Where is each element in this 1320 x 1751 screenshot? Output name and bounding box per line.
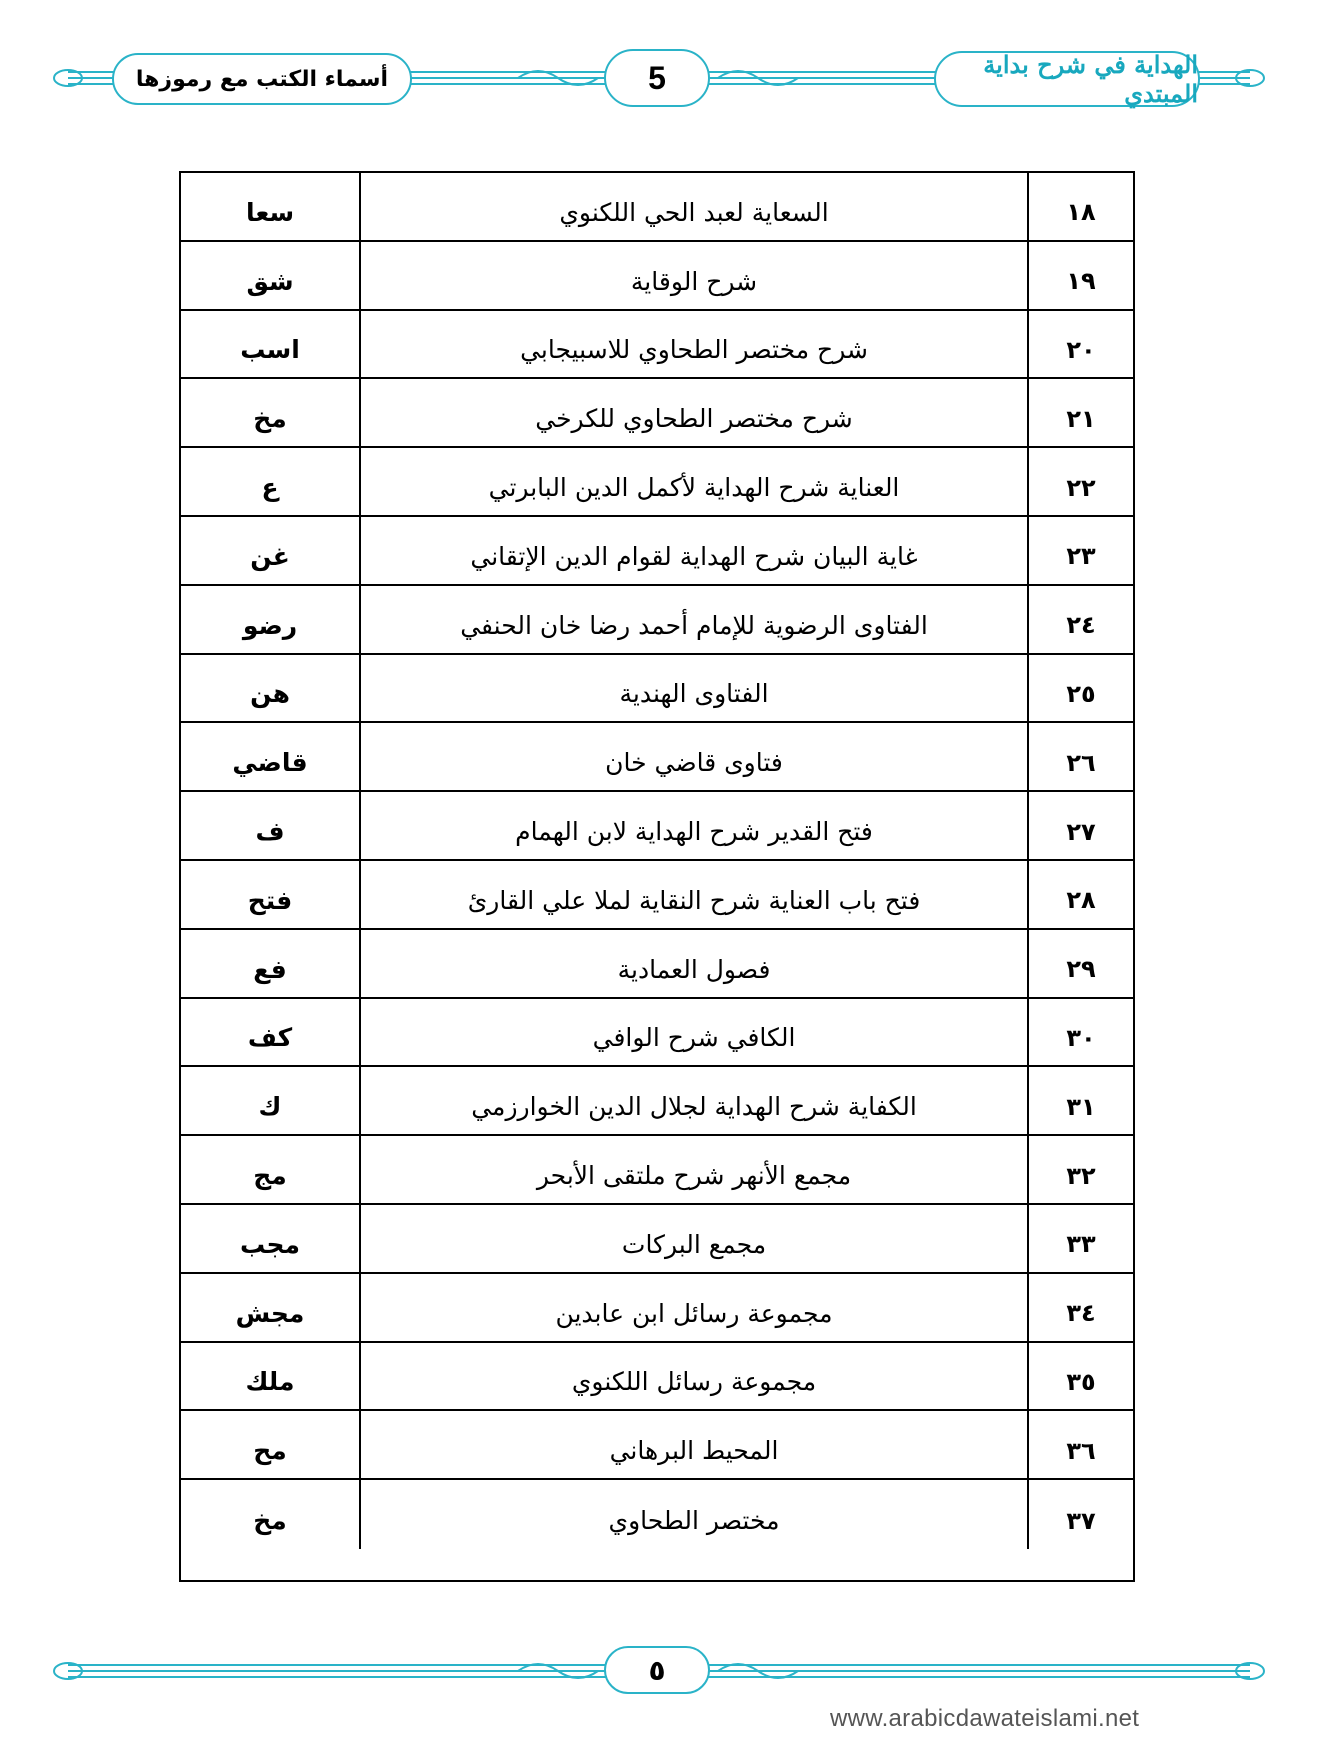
abbreviation-cell: مجش [181, 1274, 361, 1341]
book-title-cell: فصول العمادية [361, 930, 1029, 997]
abbreviation-cell: كف [181, 999, 361, 1066]
abbreviation-cell: اسب [181, 311, 361, 378]
row-number-cell: ٢٤ [1066, 611, 1096, 640]
table-row [181, 1067, 1133, 1136]
table-row [181, 861, 1133, 930]
abbreviation-cell: ملك [181, 1343, 361, 1410]
book-title-cell: مجموعة رسائل اللكنوي [361, 1343, 1029, 1410]
table-row [181, 1411, 1133, 1480]
row-number-cell: ٣١ [1066, 1092, 1096, 1121]
abbreviation-cell: ع [181, 448, 361, 515]
row-number-cell: ٢٦ [1066, 748, 1096, 777]
table-row [181, 311, 1133, 380]
book-title-cell: الفتاوى الهندية [361, 655, 1029, 722]
abbreviation-cell: ف [181, 792, 361, 859]
book-title-cell: مجمع الأنهر شرح ملتقى الأبحر [361, 1136, 1029, 1203]
book-title-cell: شرح الوقاية [361, 242, 1029, 309]
row-number-cell: ١٨ [1066, 198, 1096, 227]
book-title-cell: مجموعة رسائل ابن عابدين [361, 1274, 1029, 1341]
abbreviation-cell: فتح [181, 861, 361, 928]
table-row [181, 723, 1133, 792]
book-title-cell: فتح باب العناية شرح النقاية لملا علي القارئ [361, 861, 1029, 928]
book-title-cell: شرح مختصر الطحاوي للاسبيجابي [361, 311, 1029, 378]
row-number-cell: ٣٥ [1066, 1367, 1096, 1396]
book-title-cell: فتاوى قاضي خان [361, 723, 1029, 790]
table-row [181, 586, 1133, 655]
table-row [181, 448, 1133, 517]
table-row [181, 655, 1133, 724]
abbreviation-cell: سعا [181, 173, 361, 240]
table-row [181, 1136, 1133, 1205]
page-footer [48, 1646, 1270, 1696]
section-title: أسماء الكتب مع رموزها [112, 53, 412, 105]
row-number-cell: ٢١ [1066, 404, 1096, 433]
abbreviation-cell: رضو [181, 586, 361, 653]
book-title-cell: مجمع البركات [361, 1205, 1029, 1272]
abbreviation-cell: قاضي [181, 723, 361, 790]
abbreviation-cell: مجب [181, 1205, 361, 1272]
page-header [48, 45, 1270, 111]
book-abbreviations-table [179, 171, 1135, 1582]
row-number-cell: ٣٢ [1066, 1161, 1096, 1190]
row-number-cell: ٢٨ [1066, 886, 1096, 915]
book-title-cell: مختصر الطحاوي [361, 1480, 1029, 1549]
book-title: الهداية في شرح بداية المبتدي [934, 51, 1200, 107]
row-number-cell: ٢٢ [1066, 473, 1096, 502]
row-number-cell: ٢٧ [1066, 817, 1096, 846]
abbreviation-cell: فع [181, 930, 361, 997]
footer-page-number: ٥ [604, 1646, 710, 1694]
abbreviation-cell: مخ [181, 379, 361, 446]
abbreviation-cell: غن [181, 517, 361, 584]
abbreviation-cell: مح [181, 1411, 361, 1478]
table-row [181, 379, 1133, 448]
book-title-cell: فتح القدير شرح الهداية لابن الهمام [361, 792, 1029, 859]
abbreviation-cell: مخ [181, 1480, 361, 1549]
header-page-number: 5 [604, 49, 710, 107]
book-title-cell: العناية شرح الهداية لأكمل الدين البابرتي [361, 448, 1029, 515]
row-number-cell: ٣٤ [1066, 1299, 1096, 1328]
book-title-cell: الكافي شرح الوافي [361, 999, 1029, 1066]
row-number-cell: ٣٧ [1066, 1506, 1096, 1535]
book-title-cell: الكفاية شرح الهداية لجلال الدين الخوارزمي [361, 1067, 1029, 1134]
table-row [181, 517, 1133, 586]
table-row [181, 1480, 1133, 1549]
book-title-cell: الفتاوى الرضوية للإمام أحمد رضا خان الحنفي [361, 586, 1029, 653]
table-row [181, 1343, 1133, 1412]
table-row [181, 930, 1133, 999]
book-title-cell: شرح مختصر الطحاوي للكرخي [361, 379, 1029, 446]
table-row [181, 999, 1133, 1068]
row-number-cell: ١٩ [1066, 267, 1096, 296]
abbreviation-cell: ك [181, 1067, 361, 1134]
row-number-cell: ٣٣ [1066, 1230, 1096, 1259]
row-number-cell: ٢٣ [1066, 542, 1096, 571]
table-row [181, 242, 1133, 311]
book-title-cell: السعاية لعبد الحي اللكنوي [361, 173, 1029, 240]
row-number-cell: ٢٩ [1066, 955, 1096, 984]
book-title-cell: المحيط البرهاني [361, 1411, 1029, 1478]
table-row [181, 792, 1133, 861]
table-row [181, 1274, 1133, 1343]
row-number-cell: ٣٠ [1066, 1023, 1096, 1052]
abbreviation-cell: شق [181, 242, 361, 309]
row-number-cell: ٢٠ [1066, 335, 1096, 364]
website-url[interactable]: www.arabicdawateislami.net [830, 1705, 1140, 1732]
abbreviation-cell: هن [181, 655, 361, 722]
abbreviation-cell: مج [181, 1136, 361, 1203]
table-row [181, 173, 1133, 242]
row-number-cell: ٢٥ [1066, 679, 1096, 708]
book-title-cell: غاية البيان شرح الهداية لقوام الدين الإتقاني [361, 517, 1029, 584]
table-row [181, 1205, 1133, 1274]
row-number-cell: ٣٦ [1066, 1436, 1096, 1465]
